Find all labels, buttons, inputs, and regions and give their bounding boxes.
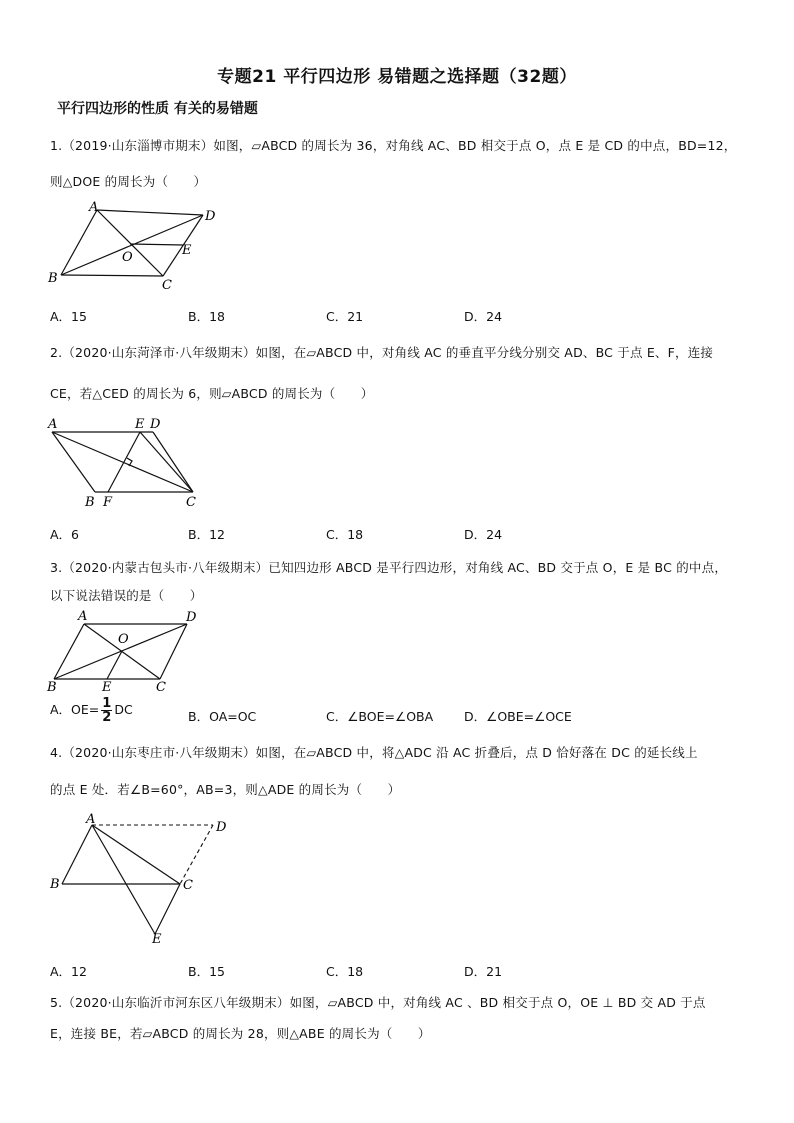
q2-text-line1: 2.（2020·山东菏泽市·八年级期末）如图，在▱ABCD 中，对角线 AC 的垂直平分线分别交 AD、BC 于点 E、F，连接 (50, 345, 714, 360)
q1-text-line1: 1.（2019·山东淄博市期末）如图，▱ABCD 的周长为 36，对角线 AC、BD 相交于点 O，点 E 是 CD 的中点，BD=12， (50, 138, 737, 153)
q2-label-d: D (150, 417, 161, 432)
q3-figure (40, 607, 210, 697)
fraction-numerator: 1 (102, 696, 112, 711)
q2-label-c: C (186, 495, 196, 510)
q3-option-d[interactable]: D．∠OBE=∠OCE (464, 709, 572, 724)
q2-option-c[interactable]: C．18 (326, 527, 364, 542)
q1-label-o: O (122, 250, 133, 265)
fraction-denominator: 2 (102, 710, 112, 725)
q3-label-d: D (186, 610, 197, 625)
q1-option-a[interactable]: A．15 (50, 309, 87, 324)
q1-label-b: B (48, 271, 58, 286)
q4-text-line2: 的点 E 处．若∠B=60°，AB=3，则△ADE 的周长为（ ） (50, 782, 401, 797)
q1-text-line2: 则△DOE 的周长为（ ） (50, 174, 207, 189)
section-heading: 平行四边形的性质 有关的易错题 (57, 101, 258, 117)
q1-label-e: E (182, 243, 192, 258)
q1-label-d: D (205, 209, 216, 224)
one-half-fraction (101, 697, 112, 724)
q2-option-d[interactable]: D．24 (464, 527, 503, 542)
q3-label-e: E (102, 680, 112, 695)
q4-label-e: E (152, 932, 162, 947)
page-title: 专题21 平行四边形 易错题之选择题（32题） (217, 67, 577, 87)
q4-label-a: A (86, 812, 96, 827)
q3-option-a[interactable] (50, 697, 133, 724)
q3-label-c: C (156, 680, 166, 695)
q3-option-a-suffix: DC (114, 702, 133, 717)
q2-label-a: A (48, 417, 58, 432)
q2-text-line2: CE，若△CED 的周长为 6，则▱ABCD 的周长为（ ） (50, 386, 374, 401)
q4-option-d[interactable]: D．21 (464, 964, 503, 979)
q4-option-a[interactable]: A．12 (50, 964, 87, 979)
q4-label-d: D (216, 820, 227, 835)
q2-figure (40, 414, 215, 514)
q4-label-c: C (183, 878, 193, 893)
q3-label-a: A (78, 609, 88, 624)
q2-option-a[interactable]: A．6 (50, 527, 80, 542)
q5-text-line1: 5.（2020·山东临沂市河东区八年级期末）如图，▱ABCD 中，对角线 AC 、BD 相交于点 O，OE ⊥ BD 交 AD 于点 (50, 995, 706, 1010)
q2-label-f: F (103, 495, 113, 510)
q4-figure (40, 810, 250, 950)
q1-option-c[interactable]: C．21 (326, 309, 364, 324)
q3-option-c[interactable]: C．∠BOE=∠OBA (326, 709, 434, 724)
q1-label-a: A (89, 200, 99, 215)
q1-option-d[interactable]: D．24 (464, 309, 503, 324)
q2-option-b[interactable]: B．12 (188, 527, 225, 542)
q2-label-b: B (85, 495, 95, 510)
q4-label-b: B (50, 877, 60, 892)
q5-text-line2: E，连接 BE，若▱ABCD 的周长为 28，则△ABE 的周长为（ ） (50, 1026, 431, 1041)
q3-text-line1: 3.（2020·内蒙古包头市·八年级期末）已知四边形 ABCD 是平行四边形，对角线 AC、BD 交于点 O，E 是 BC 的中点， (50, 560, 728, 575)
q3-option-a-prefix: A．OE= (50, 702, 100, 717)
q1-figure (40, 198, 230, 298)
q2-label-e: E (135, 417, 145, 432)
q3-text-line2: 以下说法错误的是（ ） (50, 588, 203, 603)
q3-option-b[interactable]: B．OA=OC (188, 709, 257, 724)
q4-option-c[interactable]: C．18 (326, 964, 364, 979)
q3-label-b: B (47, 680, 57, 695)
q4-text-line1: 4.（2020·山东枣庄市·八年级期末）如图，在▱ABCD 中，将△ADC 沿 AC 折叠后，点 D 恰好落在 DC 的延长线上 (50, 745, 698, 760)
q1-option-b[interactable]: B．18 (188, 309, 225, 324)
q1-label-c: C (162, 278, 172, 293)
q4-option-b[interactable]: B．15 (188, 964, 225, 979)
q3-label-o: O (118, 632, 129, 647)
